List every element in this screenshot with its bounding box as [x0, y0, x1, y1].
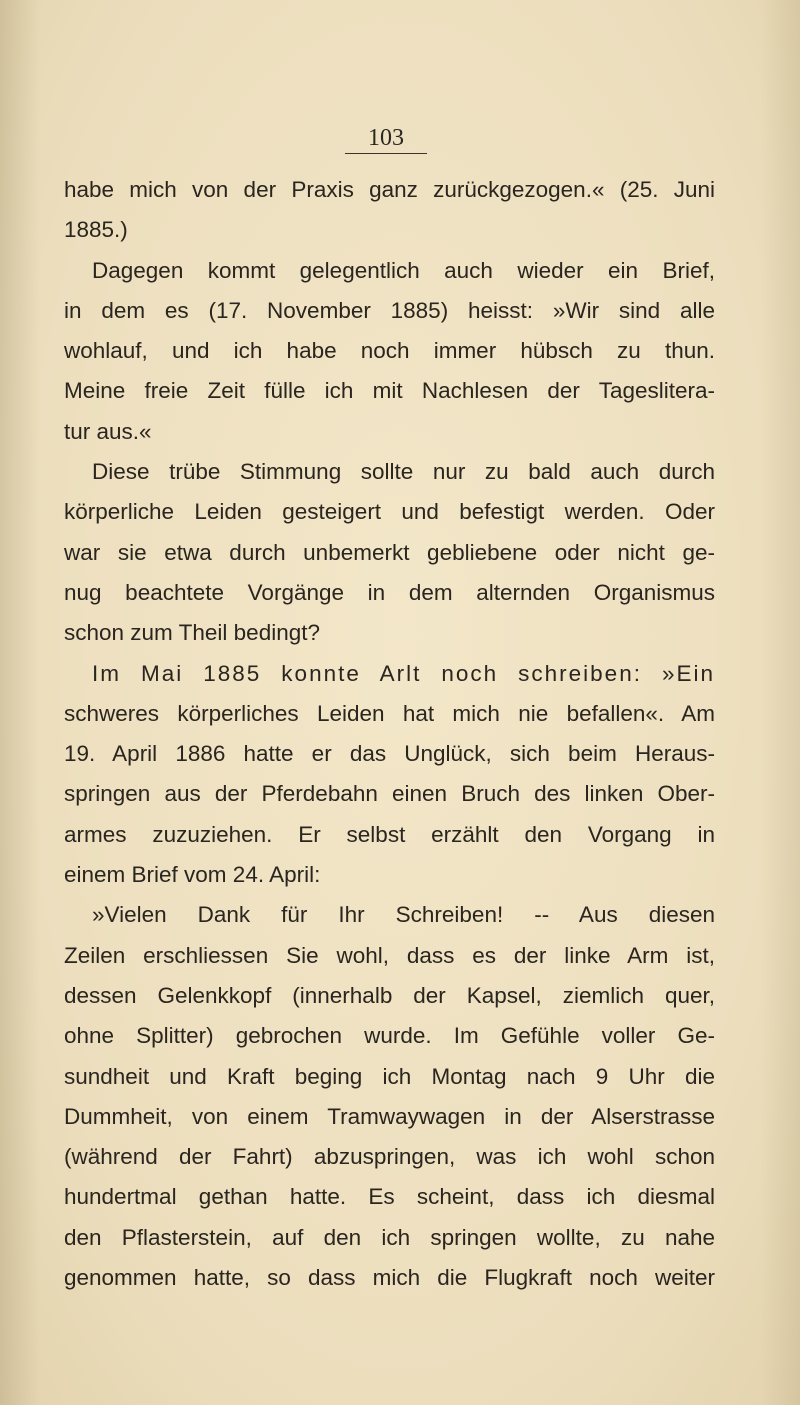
- text-line: 19. April 1886 hatte er das Unglück, sich beim Heraus-: [64, 741, 715, 767]
- text-line: körperliche Leiden gesteigert und befestigt werden. Oder: [64, 499, 715, 525]
- text-line: sundheit und Kraft beging ich Montag nach 9 Uhr die: [64, 1063, 715, 1089]
- text-line: den Pflasterstein, auf den ich springen wollte, zu nahe: [64, 1224, 715, 1250]
- text-line: Im Mai 1885 konnte Arlt noch schreiben: »Ein: [92, 660, 715, 686]
- text-line: habe mich von der Praxis ganz zurückgezogen.« (25. Juni: [64, 177, 715, 202]
- text-line: nug beachtete Vorgänge in dem alternden Organismus: [64, 579, 715, 605]
- body-text: [64, 170, 715, 1298]
- text-line: Meine freie Zeit fülle ich mit Nachlesen der Tageslitera-: [64, 378, 715, 404]
- text-line: dessen Gelenkkopf (innerhalb der Kapsel, ziemlich quer,: [64, 982, 715, 1008]
- text-line: springen aus der Pferdebahn einen Bruch des linken Ober-: [64, 781, 715, 807]
- text-line: Diese trübe Stimmung sollte nur zu bald auch durch: [92, 459, 715, 485]
- text-line: schweres körperliches Leiden hat mich nie befallen«. Am: [64, 700, 715, 726]
- text-line: Dummheit, von einem Tramwaywagen in der Alserstrasse: [64, 1103, 715, 1129]
- text-line: wohlauf, und ich habe noch immer hübsch zu thun.: [64, 338, 715, 364]
- text-line: einem Brief vom 24. April:: [64, 862, 321, 888]
- text-line: »Vielen Dank für Ihr Schreiben! -- Aus diesen: [92, 902, 715, 928]
- text-line: schon zum Theil bedingt?: [64, 620, 320, 646]
- text-line: 1885.): [64, 217, 128, 243]
- text-line: armes zuzuziehen. Er selbst erzählt den Vorgang in: [64, 821, 715, 847]
- text-line: in dem es (17. November 1885) heisst: »Wir sind alle: [64, 297, 715, 323]
- text-line: Dagegen kommt gelegentlich auch wieder ein Brief,: [92, 257, 715, 283]
- text-line: genommen hatte, so dass mich die Flugkraft noch weiter: [64, 1265, 715, 1291]
- page-number: 103: [345, 123, 427, 154]
- text-line: tur aus.«: [64, 418, 152, 444]
- text-line: hundertmal gethan hatte. Es scheint, dass ich diesmal: [64, 1184, 715, 1210]
- text-line: war sie etwa durch unbemerkt gebliebene oder nicht ge-: [64, 539, 715, 565]
- text-line: Zeilen erschliessen Sie wohl, dass es der linke Arm ist,: [64, 942, 715, 968]
- text-line: (während der Fahrt) abzuspringen, was ich wohl schon: [64, 1144, 715, 1170]
- text-line: ohne Splitter) gebrochen wurde. Im Gefühle voller Ge-: [64, 1023, 715, 1049]
